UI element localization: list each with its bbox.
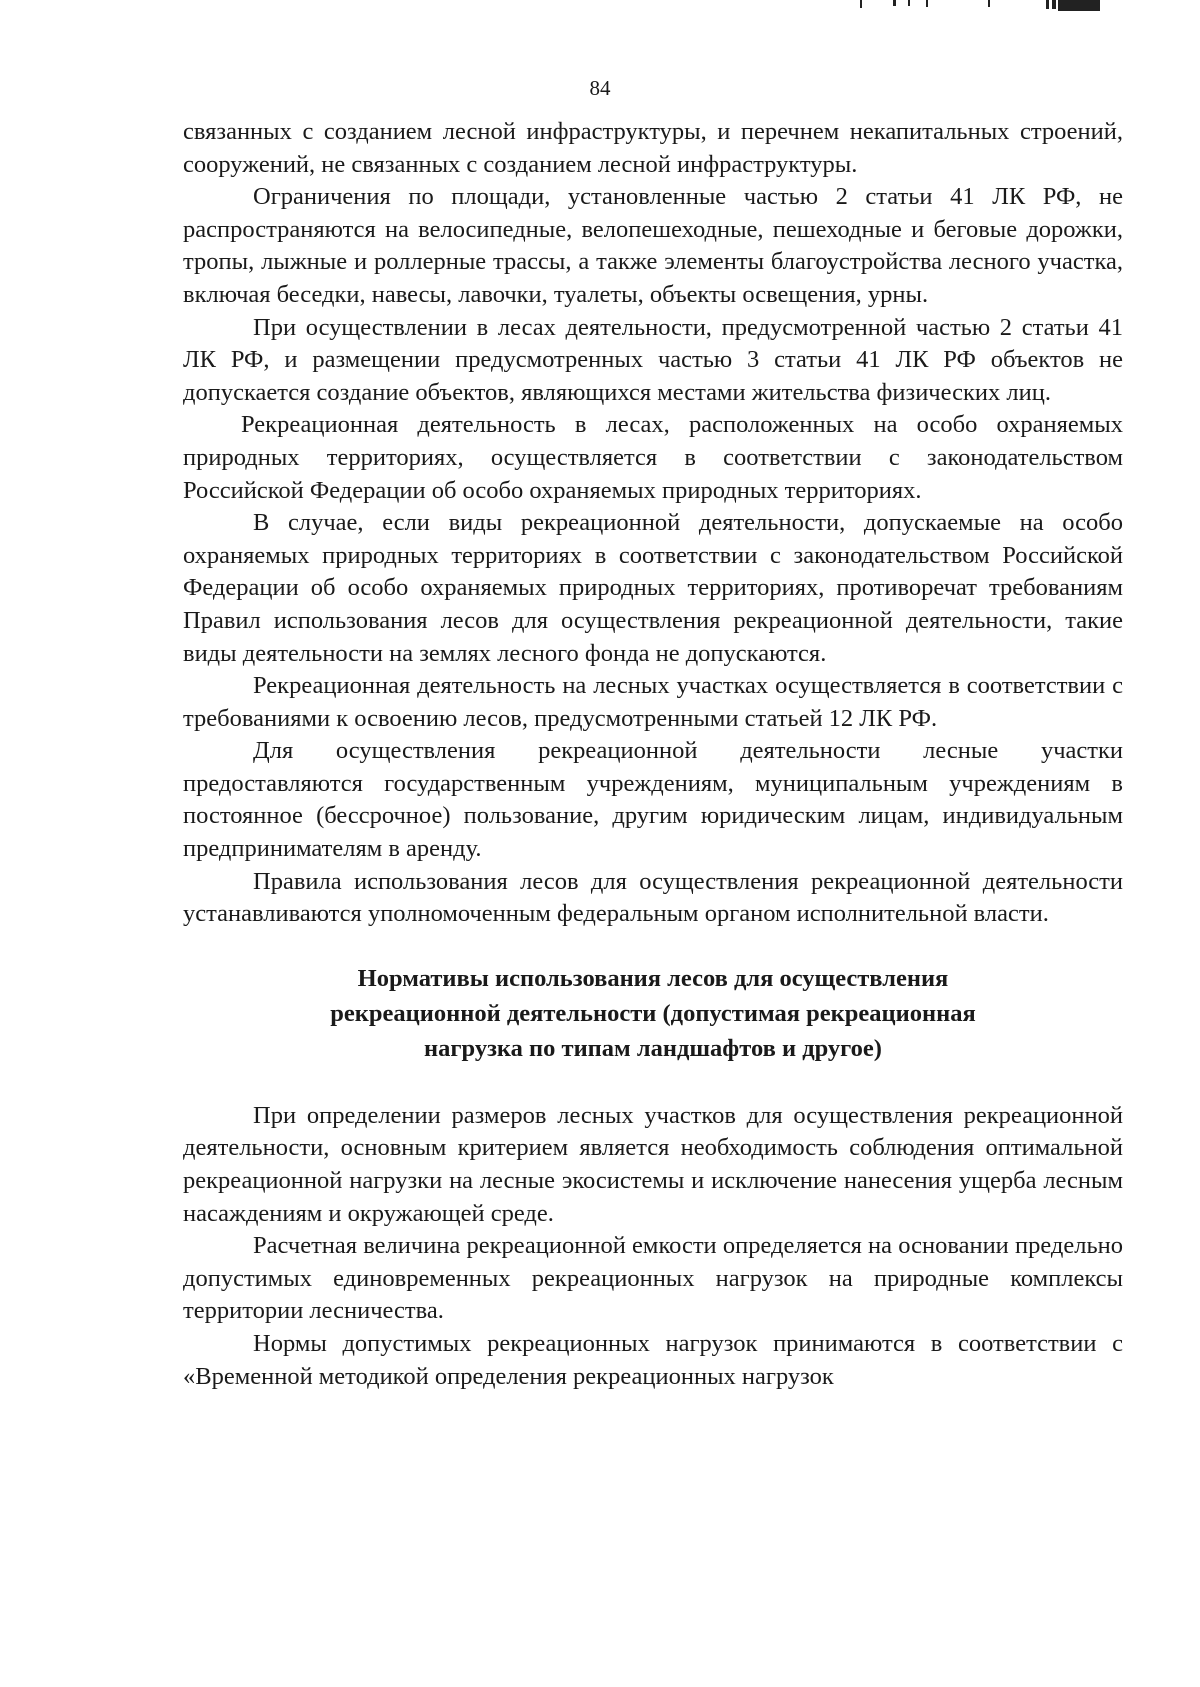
section-heading: [183, 961, 1123, 1066]
scan-artifact-marks: [860, 0, 1120, 12]
paragraph: Ограничения по площади, установленные частью 2 статьи 41 ЛК РФ, не распространяются на велосипедные, велопешеходные, пешеходные и беговые дорожки, тропы, лыжные и роллерные трассы, а также элементы благоустройства лесного участка, включая беседки, навесы, лавочки, туалеты, объекты освещения, урны.: [183, 183, 1123, 308]
paragraph: Нормы допустимых рекреационных нагрузок принимаются в соответствии с «Временной методикой определения рекреационных нагрузок: [183, 1330, 1123, 1390]
page-number: 84: [589, 76, 611, 100]
paragraph: Для осуществления рекреационной деятельности лесные участки предоставляются государственным учреждениям, муниципальным учреждениям в постоянное (бессрочное) пользование, другим юридическим лицам, индивидуальным предпринимателям в аренду.: [183, 737, 1123, 863]
paragraph: В случае, если виды рекреационной деятельности, допускаемые на особо охраняемых природных территориях в соответствии с законодательством Российской Федерации об особо охраняемых природных территориях, противоречат требованиям Правил использования лесов для осуществления рекреационной деятельности, такие виды деятельности на землях лесного фонда не допускаются.: [183, 509, 1123, 667]
paragraph: Рекреационная деятельность на лесных участках осуществляется в соответствии с требованиями к освоению лесов, предусмотренными статьей 12 ЛК РФ.: [183, 672, 1123, 732]
paragraph: Правила использования лесов для осуществления рекреационной деятельности устанавливаются уполномоченным федеральным органом исполнительной власти.: [183, 867, 1123, 928]
paragraph: Рекреационная деятельность в лесах, расположенных на особо охраняемых природных территориях, осуществляется в соответствии с законодательством Российской Федерации об особо охраняемых природных территориях.: [183, 411, 1123, 504]
paragraph-continuation: связанных с созданием лесной инфраструктуры, и перечнем некапитальных строений, сооружений, не связанных с созданием лесной инфраструктуры.: [183, 118, 1123, 178]
paragraph: При определении размеров лесных участков для осуществления рекреационной деятельности, основным критерием является необходимость соблюдения оптимальной рекреационной нагрузки на лесные экосистемы и исключение нанесения ущерба лесным насаждениям и окружающей среде.: [183, 1101, 1123, 1227]
paragraph: При осуществлении в лесах деятельности, предусмотренной частью 2 статьи 41 ЛК РФ, и размещении предусмотренных частью 3 статьи 41 ЛК РФ объектов не допускается создание объектов, являющихся местами жительства физических лиц.: [183, 313, 1123, 406]
section-heading-line: рекреационной деятельности (допустимая рекреационная: [330, 999, 976, 1027]
section-heading-line: Нормативы использования лесов для осуществления: [357, 964, 949, 992]
paragraph: Расчетная величина рекреационной емкости определяется на основании предельно допустимых единовременных рекреационных нагрузок на природные комплексы территории лесничества.: [183, 1232, 1123, 1325]
section-heading-line: нагрузка по типам ландшафтов и другое): [424, 1034, 882, 1062]
document-body: [183, 116, 1123, 1393]
